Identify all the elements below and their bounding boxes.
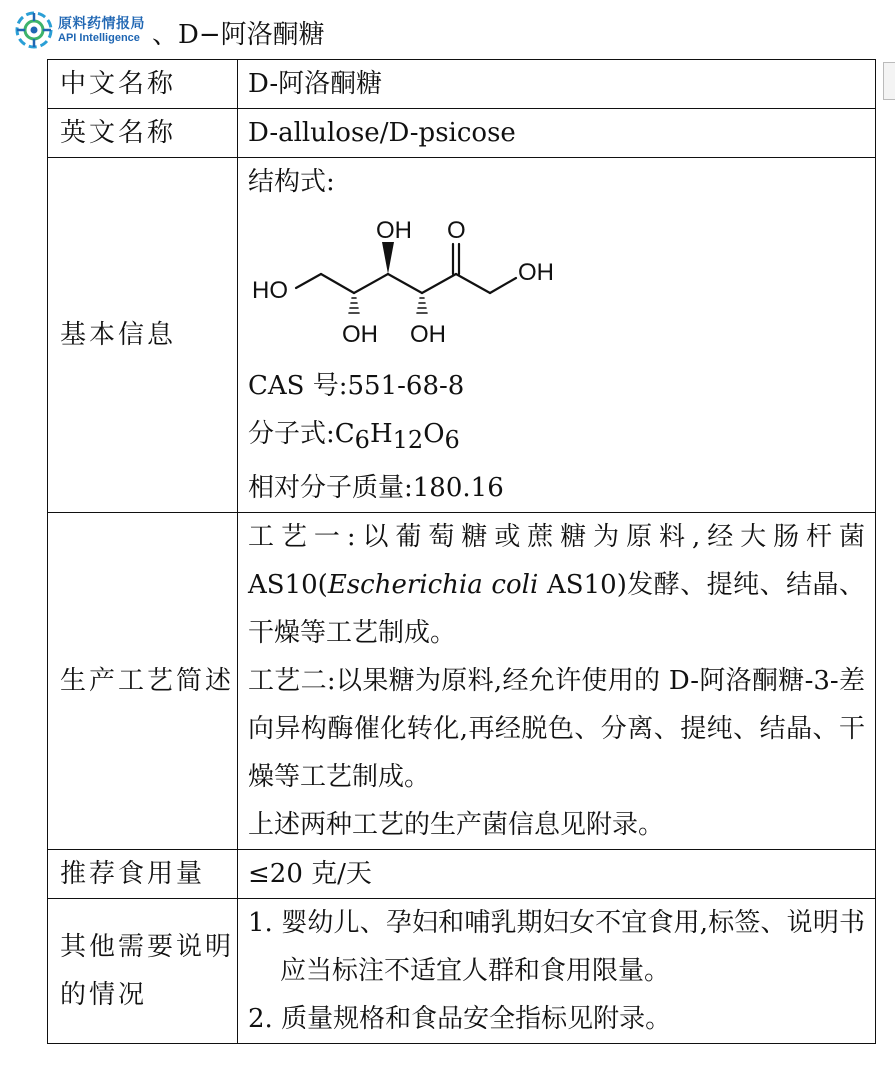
formula-h: H (369, 419, 393, 449)
page-edge-marker (883, 62, 895, 100)
formula-line (248, 410, 865, 464)
structural-formula (248, 206, 865, 362)
mol-label-oh-bottom-2: OH (410, 321, 446, 348)
process-two: 工艺二:以果糖为原料,经允许使用的 D-阿洛酮糖-3-差向异构酶催化转化,再经脱色、分离、提纯、结晶、干燥等工艺制成。 (248, 666, 865, 793)
process-one-species: Escherichia coli (327, 570, 539, 601)
structure-label: 结构式: (248, 167, 335, 197)
brand-name-en: API Intelligence (58, 32, 140, 44)
psicose-structure-diagram (248, 206, 588, 362)
table-row-other (48, 899, 876, 1044)
formula-o-count: 6 (444, 426, 460, 455)
label-dosage: 推荐食用量 (48, 850, 238, 899)
process-one-text-a: 工艺一:以葡萄糖或蔗糖为原料,经大肠杆菌 AS10( (248, 522, 865, 601)
mol-label-ho-left: HO (252, 277, 288, 304)
mol-label-oh-top: OH (376, 217, 412, 244)
table-row-cn-name (48, 60, 876, 109)
formula-c-count: 6 (354, 426, 370, 455)
mol-label-o-top: O (447, 217, 466, 244)
table-row-process (48, 513, 876, 850)
mw-label: 相对分子质量: (248, 473, 413, 504)
page-header (14, 8, 614, 54)
cas-line (248, 362, 865, 410)
document-title: 、D−阿洛酮糖 (152, 20, 325, 50)
value-en-name: D-allulose/D-psicose (238, 109, 876, 158)
value-other (238, 899, 876, 1044)
ingredient-info-table (47, 59, 876, 1044)
table-row-en-name (48, 109, 876, 158)
process-one (248, 513, 865, 657)
label-process: 生产工艺简述 (48, 513, 238, 850)
cas-value: 551-68-8 (347, 371, 465, 401)
label-en-name: 英文名称 (48, 109, 238, 158)
mol-label-oh-right: OH (518, 259, 554, 286)
formula-o: O (423, 419, 445, 449)
other-item-2: 2. 质量规格和食品安全指标见附录。 (248, 1004, 672, 1035)
value-cn-name: D-阿洛酮糖 (238, 60, 876, 109)
mw-value: 180.16 (412, 473, 504, 504)
api-intelligence-logo-icon (14, 10, 54, 50)
formula-c: C (334, 419, 355, 449)
formula-h-count: 12 (392, 426, 424, 455)
process-one-text-b: AS10)发酵、提纯、结晶、干燥等工艺制成。 (248, 570, 865, 649)
value-process (238, 513, 876, 850)
brand-name-cn: 原料药情报局 (58, 16, 145, 32)
value-dosage: ≤20 克/天 (238, 850, 876, 899)
label-other: 其他需要说明的情况 (48, 899, 238, 1044)
table-row-dosage (48, 850, 876, 899)
table-row-basic-info (48, 158, 876, 513)
formula-label: 分子式: (248, 419, 335, 449)
cas-label: CAS 号: (248, 371, 348, 401)
label-basic-info: 基本信息 (48, 158, 238, 513)
molecular-weight-line (248, 464, 865, 512)
process-note: 上述两种工艺的生产菌信息见附录。 (248, 810, 665, 841)
value-basic-info (238, 158, 876, 513)
other-item-1: 1. 婴幼儿、孕妇和哺乳期妇女不宜食用,标签、说明书应当标注不适宜人群和食用限量。 (248, 908, 865, 987)
mol-label-oh-bottom-1: OH (342, 321, 378, 348)
label-cn-name: 中文名称 (48, 60, 238, 109)
